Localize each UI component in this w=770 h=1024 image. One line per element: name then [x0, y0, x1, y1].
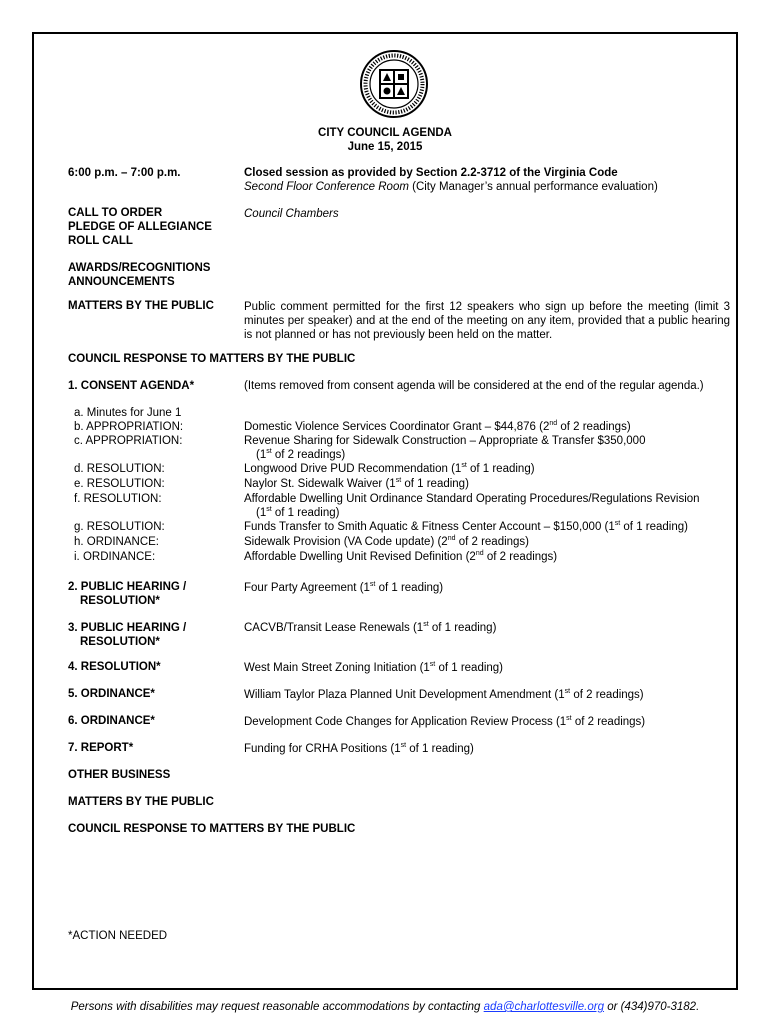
consent-item-h-label: h. ORDINANCE: [74, 536, 159, 548]
consent-item-i-label: i. ORDINANCE: [74, 551, 156, 563]
agenda-date: June 15, 2015 [347, 141, 423, 153]
action-needed-note: *ACTION NEEDED [68, 930, 168, 942]
call-to-order: CALL TO ORDER [68, 207, 163, 219]
roll-call: ROLL CALL [68, 235, 133, 247]
item-4-text: West Main Street Zoning Initiation (1st of 1 reading) [244, 661, 504, 674]
item-5-text: William Taylor Plaza Planned Unit Development Amendment (1st of 2 readings) [244, 688, 644, 701]
consent-item-i-text: Affordable Dwelling Unit Revised Definition (2nd of 2 readings) [244, 550, 558, 563]
item-4-label: 4. RESOLUTION* [68, 661, 161, 673]
item-6-text: Development Code Changes for Application Review Process (1st of 2 readings) [244, 715, 646, 728]
matters-by-public-text: Public comment permitted for the first 12 speakers who sign up before the meeting (limit 3 minutes per speaker) and at the end of the meeting on any item, provided that a public hearing is not planned or has not previously been held on the matter. [244, 301, 730, 341]
item-2-label: 2. PUBLIC HEARING / [68, 581, 187, 593]
consent-item-f-label: f. RESOLUTION: [74, 493, 162, 505]
consent-agenda-label: 1. CONSENT AGENDA* [68, 380, 195, 392]
closed-session-location-line [244, 181, 658, 193]
announcements: ANNOUNCEMENTS [68, 276, 175, 288]
council-response-heading: COUNCIL RESPONSE TO MATTERS BY THE PUBLIC [68, 353, 356, 365]
item-2-label-cont: RESOLUTION* [80, 595, 160, 607]
consent-item-f-cont: (1st of 1 reading) [256, 506, 340, 519]
consent-item-h-text: Sidewalk Provision (VA Code update) (2nd of 2 readings) [244, 535, 530, 548]
item-3-label-cont: RESOLUTION* [80, 636, 160, 648]
consent-item-c-cont: (1st of 2 readings) [256, 448, 346, 461]
consent-agenda-note: (Items removed from consent agenda will be considered at the end of the regular agenda.) [244, 380, 704, 392]
consent-item-g-text: Funds Transfer to Smith Aquatic & Fitness Center Account – $150,000 (1st of 1 reading) [244, 520, 688, 533]
city-seal-logo [359, 49, 429, 119]
other-business: OTHER BUSINESS [68, 769, 171, 781]
consent-item-c-label: c. APPROPRIATION: [74, 435, 183, 447]
ada-email-link[interactable]: ada@charlottesville.org [483, 1001, 605, 1013]
item-5-label: 5. ORDINANCE* [68, 688, 155, 700]
item-2-text: Four Party Agreement (1st of 1 reading) [244, 581, 444, 594]
item-3-label: 3. PUBLIC HEARING / [68, 622, 187, 634]
council-chambers-location: Council Chambers [244, 208, 339, 220]
item-3-text: CACVB/Transit Lease Renewals (1st of 1 reading) [244, 621, 497, 634]
closed-session-time: 6:00 p.m. – 7:00 p.m. [68, 167, 181, 179]
awards-recognitions: AWARDS/RECOGNITIONS [68, 262, 211, 274]
consent-item-e-text: Naylor St. Sidewalk Waiver (1st of 1 reading) [244, 477, 469, 490]
consent-item-c-text: Revenue Sharing for Sidewalk Construction – Appropriate & Transfer $350,000 [244, 435, 646, 447]
closing-matters-by-public: MATTERS BY THE PUBLIC [68, 796, 214, 808]
closed-session-heading: Closed session as provided by Section 2.2-3712 of the Virginia Code [244, 167, 618, 179]
consent-item-b-text: Domestic Violence Services Coordinator Grant – $44,876 (2nd of 2 readings) [244, 420, 631, 433]
consent-item-a-label: a. Minutes for June 1 [74, 407, 182, 419]
matters-by-public-label: MATTERS BY THE PUBLIC [68, 300, 214, 312]
consent-item-b-label: b. APPROPRIATION: [74, 421, 184, 433]
item-7-label: 7. REPORT* [68, 742, 134, 754]
closed-session-location: Second Floor Conference Room [244, 181, 409, 193]
consent-item-g-label: g. RESOLUTION: [74, 521, 165, 533]
closed-session-note: (City Manager’s annual performance evaluation) [408, 181, 658, 193]
consent-item-e-label: e. RESOLUTION: [74, 478, 165, 490]
consent-item-d-text: Longwood Drive PUD Recommendation (1st of 1 reading) [244, 462, 535, 475]
consent-item-d-label: d. RESOLUTION: [74, 463, 165, 475]
accessibility-footer: Persons with disabilities may request reasonable accommodations by contacting ada@charlottesville.org or (434)970-3182. [70, 1001, 700, 1013]
agenda-title: CITY COUNCIL AGENDA [318, 127, 452, 139]
item-6-label: 6. ORDINANCE* [68, 715, 155, 727]
item-7-text: Funding for CRHA Positions (1st of 1 reading) [244, 742, 474, 755]
closing-council-response: COUNCIL RESPONSE TO MATTERS BY THE PUBLIC [68, 823, 356, 835]
consent-item-f-text: Affordable Dwelling Unit Ordinance Standard Operating Procedures/Regulations Revision [244, 493, 700, 505]
pledge-of-allegiance: PLEDGE OF ALLEGIANCE [68, 221, 212, 233]
